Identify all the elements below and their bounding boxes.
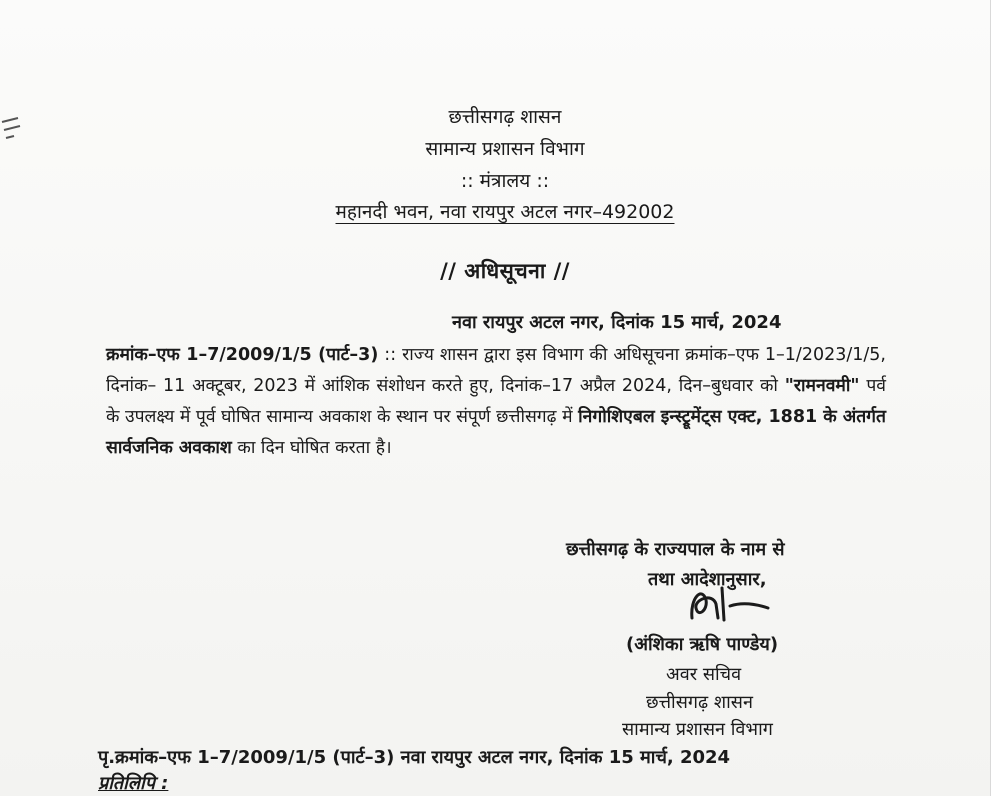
signature-line-2: तथा आदेशानुसार, (648, 569, 767, 590)
staple-mark-icon (0, 108, 22, 148)
body-text-part-1: :: राज्य शासन द्वारा इस विभाग की अधिसूचना क्रमांक–एफ 1–1/2023/1/5, दिनांक– 11 अक्टूबर, 2023 में आंशिक संशोधन करते हुए, दिनांक–17 अप्रैल 2024, दिन–बुधवार को (106, 345, 886, 396)
viewer-edge (990, 0, 1003, 796)
header-address: महानदी भवन, नवा रायपुर अटल नगर–492002 (335, 201, 675, 223)
notice-body (106, 340, 886, 464)
notice-title: // अधिसूचना // (440, 259, 570, 283)
header-ministry: :: मंत्रालय :: (460, 170, 550, 192)
body-ref-number: क्रमांक–एफ 1–7/2009/1/5 (पार्ट–3) (106, 345, 379, 365)
notice-dateline: नवा रायपुर अटल नगर, दिनांक 15 मार्च, 2024 (452, 312, 782, 333)
signatory-government: छत्तीसगढ़ शासन (646, 692, 753, 713)
body-act: निगोशिएबल इन्स्ट्रूमेंट्स एक्ट, 1881 के अंतर्गत सार्वजनिक अवकाश (106, 407, 887, 458)
handwritten-signature-icon (672, 578, 782, 628)
footer-reference-line: पृ.क्रमांक–एफ 1–7/2009/1/5 (पार्ट–3) नवा रायपुर अटल नगर, दिनांक 15 मार्च, 2024 (98, 747, 731, 768)
signatory-department: सामान्य प्रशासन विभाग (622, 719, 773, 740)
body-festival: "रामनवमी" (784, 376, 860, 396)
body-text-part-3: का दिन घोषित करता है। (231, 438, 392, 458)
signatory-name: (अंशिका ऋषि पाण्डेय) (626, 634, 779, 655)
header-department: सामान्य प्रशासन विभाग (425, 138, 585, 160)
body-text-part-2: पर्व के उपलक्ष्य में पूर्व घोषित सामान्य अवकाश के स्थान पर संपूर्ण छत्तीसगढ़ में (106, 376, 887, 427)
header-government: छत्तीसगढ़ शासन (448, 106, 562, 128)
signatory-designation: अवर सचिव (666, 664, 742, 685)
copy-to-label: प्रतिलिपि : (98, 773, 169, 794)
signature-line-1: छत्तीसगढ़ के राज्यपाल के नाम से (566, 539, 785, 560)
